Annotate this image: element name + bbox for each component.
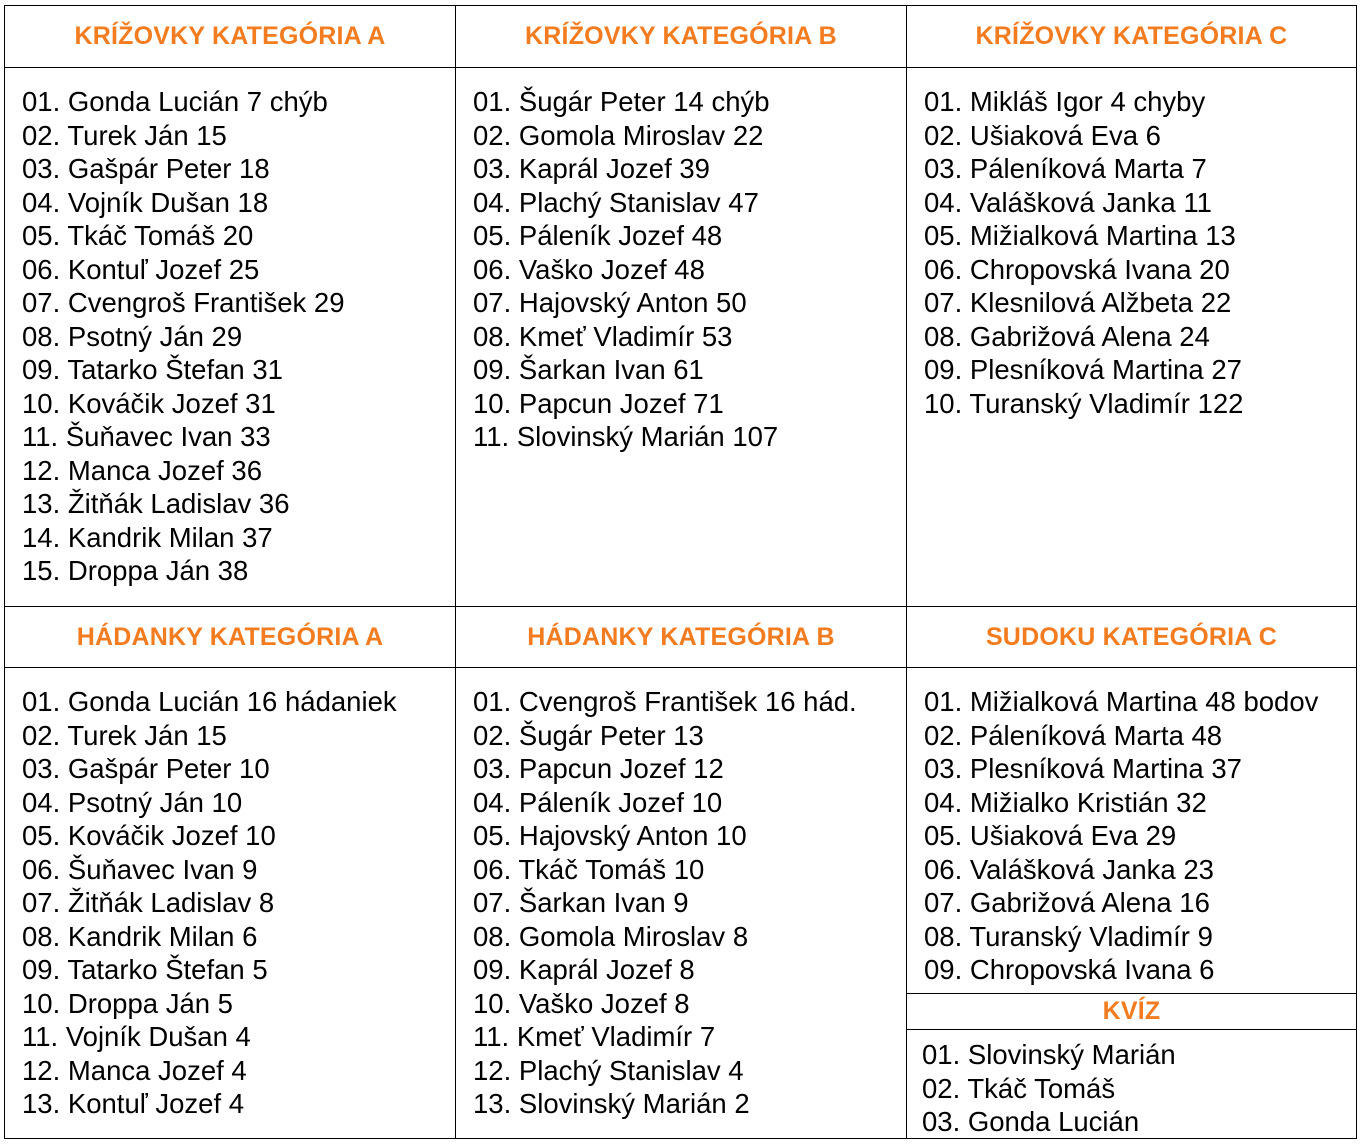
section-title-hadanky-b: HÁDANKY KATEGÓRIA B [527,622,835,651]
list-item: 01. Gonda Lucián 16 hádaniek [22,686,397,717]
results-list-kviz [907,1030,1356,1138]
list-item: 04. Plachý Stanislav 47 [473,186,759,218]
list-item: 04. Mižialko Kristián 32 [924,786,1207,818]
list-item: 07. Žitňák Ladislav 8 [22,887,275,918]
list-item: 08. Kandrik Milan 6 [22,920,258,952]
list-item: 15. Droppa Ján 38 [22,555,249,586]
list-item: 05. Kováčik Jozef 10 [22,820,276,851]
list-item: 06. Vaško Jozef 48 [473,253,705,285]
results-list-sudoku-c [907,668,1356,993]
list-item: 01. Šugár Peter 14 chýb [473,86,770,117]
list-item: 03. Plesníková Martina 37 [924,753,1242,784]
section-title-sudoku-c: SUDOKU KATEGÓRIA C [985,622,1278,651]
list-item: 12. Plachý Stanislav 4 [473,1054,744,1086]
list-item: 06. Valášková Janka 23 [924,853,1214,885]
list-item: 07. Cvengroš František 29 [22,287,345,318]
list-item: 08. Psotný Ján 29 [22,320,243,352]
list-item: 06. Kontuľ Jozef 25 [22,253,260,285]
results-list-krizovky-a [5,68,455,606]
list-item: 11. Vojník Dušan 4 [22,1021,251,1052]
section-title-krizovky-c: KRÍŽOVKY KATEGÓRIA C [975,22,1288,50]
list-item: 13. Slovinský Marián 2 [473,1088,750,1119]
list-item: 12. Manca Jozef 4 [22,1054,247,1086]
list-item: 02. Šugár Peter 13 [473,719,704,751]
list-item: 02. Gomola Miroslav 22 [473,119,764,151]
section-title-krizovky-b: KRÍŽOVKY KATEGÓRIA B [525,22,837,50]
list-item: 09. Šarkan Ivan 61 [473,354,704,385]
list-item: 01. Mižialková Martina 48 bodov [924,686,1319,717]
list-item: 09. Tatarko Štefan 5 [22,954,268,985]
list-item: 07. Klesnilová Alžbeta 22 [924,287,1232,318]
list-item: 05. Páleník Jozef 48 [473,220,723,251]
list-item: 02. Páleníková Marta 48 [924,719,1223,751]
results-table [4,5,1357,1139]
list-item: 09. Tatarko Štefan 31 [22,354,283,385]
list-item: 10. Kováčik Jozef 31 [22,387,276,419]
list-item: 06. Chropovská Ivana 20 [924,253,1230,285]
list-item: 11. Kmeť Vladimír 7 [473,1021,716,1052]
list-item: 02. Turek Ján 15 [22,119,227,151]
list-item: 14. Kandrik Milan 37 [22,521,273,553]
list-item: 01. Slovinský Marián [922,1039,1176,1070]
list-item: 05. Mižialková Martina 13 [924,220,1236,251]
list-item: 08. Gabrižová Alena 24 [924,320,1210,352]
list-item: 02. Ušiaková Eva 6 [924,119,1161,151]
section-title-hadanky-a: HÁDANKY KATEGÓRIA A [76,622,384,651]
list-item: 10. Vaško Jozef 8 [473,987,690,1019]
list-item: 10. Papcun Jozef 71 [473,387,724,419]
list-item: 10. Turanský Vladimír 122 [924,387,1244,419]
list-item: 07. Hajovský Anton 50 [473,287,747,318]
list-item: 07. Gabrižová Alena 16 [924,887,1210,918]
list-item: 06. Šuňavec Ivan 9 [22,853,258,885]
list-item: 05. Tkáč Tomáš 20 [22,220,254,251]
list-item: 03. Gonda Lucián [922,1106,1140,1137]
results-list-krizovky-c [907,68,1356,606]
list-item: 05. Ušiaková Eva 29 [924,820,1177,851]
list-item: 01. Cvengroš František 16 hád. [473,686,857,717]
list-item: 11. Šuňavec Ivan 33 [22,421,271,452]
results-list-krizovky-b [456,68,906,606]
list-item: 04. Vojník Dušan 18 [22,186,269,218]
results-list-hadanky-a [5,668,455,1138]
list-item: 04. Valášková Janka 11 [924,186,1212,218]
list-item: 13. Žitňák Ladislav 36 [22,488,290,519]
list-item: 08. Gomola Miroslav 8 [473,920,749,952]
list-item: 04. Psotný Ján 10 [22,786,243,818]
list-item: 11. Slovinský Marián 107 [473,421,779,452]
list-item: 08. Turanský Vladimír 9 [924,920,1213,952]
list-item: 09. Plesníková Martina 27 [924,354,1242,385]
list-item: 09. Kaprál Jozef 8 [473,954,695,985]
list-item: 05. Hajovský Anton 10 [473,820,747,851]
section-title-krizovky-a: KRÍŽOVKY KATEGÓRIA A [74,22,386,50]
list-item: 06. Tkáč Tomáš 10 [473,853,705,885]
list-item: 03. Gašpár Peter 10 [22,753,270,784]
results-list-hadanky-b [456,668,906,1138]
list-item: 03. Kaprál Jozef 39 [473,153,710,184]
list-item: 03. Gašpár Peter 18 [22,153,270,184]
list-item: 04. Páleník Jozef 10 [473,786,723,818]
list-item: 12. Manca Jozef 36 [22,454,263,486]
list-item: 10. Droppa Ján 5 [22,987,233,1019]
list-item: 03. Páleníková Marta 7 [924,153,1207,184]
list-item: 01. Mikláš Igor 4 chyby [924,86,1206,117]
list-item: 02. Tkáč Tomáš [922,1072,1116,1104]
list-item: 13. Kontuľ Jozef 4 [22,1088,245,1119]
section-title-kviz: KVÍZ [1102,997,1161,1025]
list-item: 09. Chropovská Ivana 6 [924,954,1215,985]
list-item: 08. Kmeť Vladimír 53 [473,320,733,352]
list-item: 01. Gonda Lucián 7 chýb [22,86,328,117]
list-item: 07. Šarkan Ivan 9 [473,887,689,918]
list-item: 02. Turek Ján 15 [22,719,227,751]
list-item: 03. Papcun Jozef 12 [473,753,724,784]
